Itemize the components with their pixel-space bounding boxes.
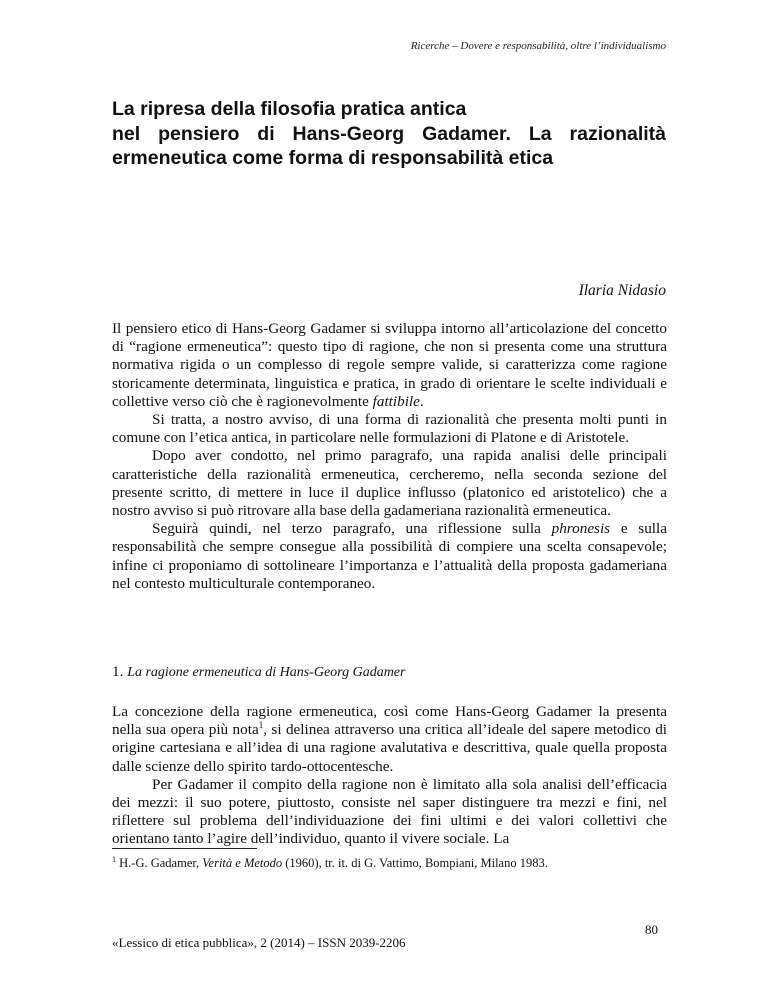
section-heading (112, 663, 405, 681)
section-number: 1. (112, 663, 124, 680)
journal-footer: «Lessico di etica pubblica», 2 (2014) – ISSN 2039-2206 (112, 935, 406, 950)
footnote-reference[interactable]: 1 (258, 720, 264, 731)
section-body (112, 703, 667, 849)
abstract-paragraph-4 (112, 520, 667, 593)
title-line-3: ermeneutica come forma di responsabilità etica (112, 147, 554, 169)
running-head: Ricerche – Dovere e responsabilità, oltre l’individualismo (410, 40, 666, 52)
abstract-p1-emphasis: fattibile (372, 392, 420, 410)
footnote-details: (1960), tr. it. di G. Vattimo, Bompiani, Milano 1983. (282, 856, 548, 870)
page-number: 80 (645, 922, 658, 937)
footnote (112, 856, 667, 871)
abstract-p1-end: . (419, 392, 424, 410)
footnote-mark: 1 (112, 854, 116, 864)
author-name: Ilaria Nidasio (578, 282, 666, 299)
abstract-p4-end: e sulla responsabilità che sempre consegue alla possibilità di compiere una scelta consapevole; infine ci proponiamo di sottolineare l’importanza e l’attualità della proposta gadameriana nel contesto multiculturale contemporaneo. (112, 520, 667, 592)
section-title: La ragione ermeneutica di Hans-Georg Gadamer (127, 665, 406, 680)
abstract-paragraph-2: Si tratta, a nostro avviso, di una forma di razionalità che presenta molti punti in comune con l’etica antica, in particolare nelle formulazioni di Platone e di Aristotele. (112, 411, 667, 447)
section-p1-end: , si delinea attraverso una critica all’ideale del sapere metodico di origine cartesiana e all’idea di una ragione avalutativa e descrittiva, quale quella proposta dalle scienze dello spirito tardo-ottocentesche. (112, 721, 668, 775)
section-paragraph-1 (112, 703, 667, 776)
abstract-paragraph-3: Dopo aver condotto, nel primo paragrafo, una rapida analisi delle principali caratteristiche della razionalità ermeneutica, cercheremo, nella seconda sezione del presente scritto, di mettere in luce il duplice influsso (platonico ed aristotelico) che a nostro avviso si può ritrovare alla base della gadameriana razionalità ermeneutica. (112, 447, 667, 520)
footnote-divider (112, 848, 257, 849)
title-line-1: La ripresa della filosofia pratica antica (112, 98, 467, 120)
abstract-p4-emphasis: phronesis (551, 520, 611, 538)
title-line-2: nel pensiero di Hans-Georg Gadamer. La razionalità (112, 122, 666, 145)
abstract-paragraph-1 (112, 320, 667, 411)
section-p1-start: La concezione della ragione ermeneutica, così come Hans-Georg Gadamer la presenta nella sua opera più nota (112, 703, 667, 739)
abstract-p1-text: Il pensiero etico di Hans-Georg Gadamer si sviluppa intorno all’articolazione del concetto di “ragione ermeneutica”: questo tipo di ragione, che non si presenta come una struttura normativa rigida o un complesso di regole sempre valide, si caratterizza come ragione storicamente determinata, linguistica e pratica, in grado di orientare le scelte individuali e collettive verso ciò che è ragionevolmente (112, 320, 667, 410)
abstract-p4-start: Seguirà quindi, nel terzo paragrafo, una riflessione sulla (152, 520, 552, 538)
footnote-author: H.-G. Gadamer, (116, 856, 203, 870)
article-title (112, 97, 666, 171)
section-paragraph-2: Per Gadamer il compito della ragione non è limitato alla sola analisi dell’efficacia dei mezzi: il suo potere, piuttosto, consiste nel saper distinguere tra mezzi e fini, nel riflettere sul problema dell’individuazione dei fini ultimi e dei valori collettivi che orientano tanto l’agire dell’individuo, quanto il vivere sociale. La (112, 775, 667, 848)
abstract (112, 320, 667, 593)
footnote-work-title: Verità e Metodo (202, 856, 283, 870)
